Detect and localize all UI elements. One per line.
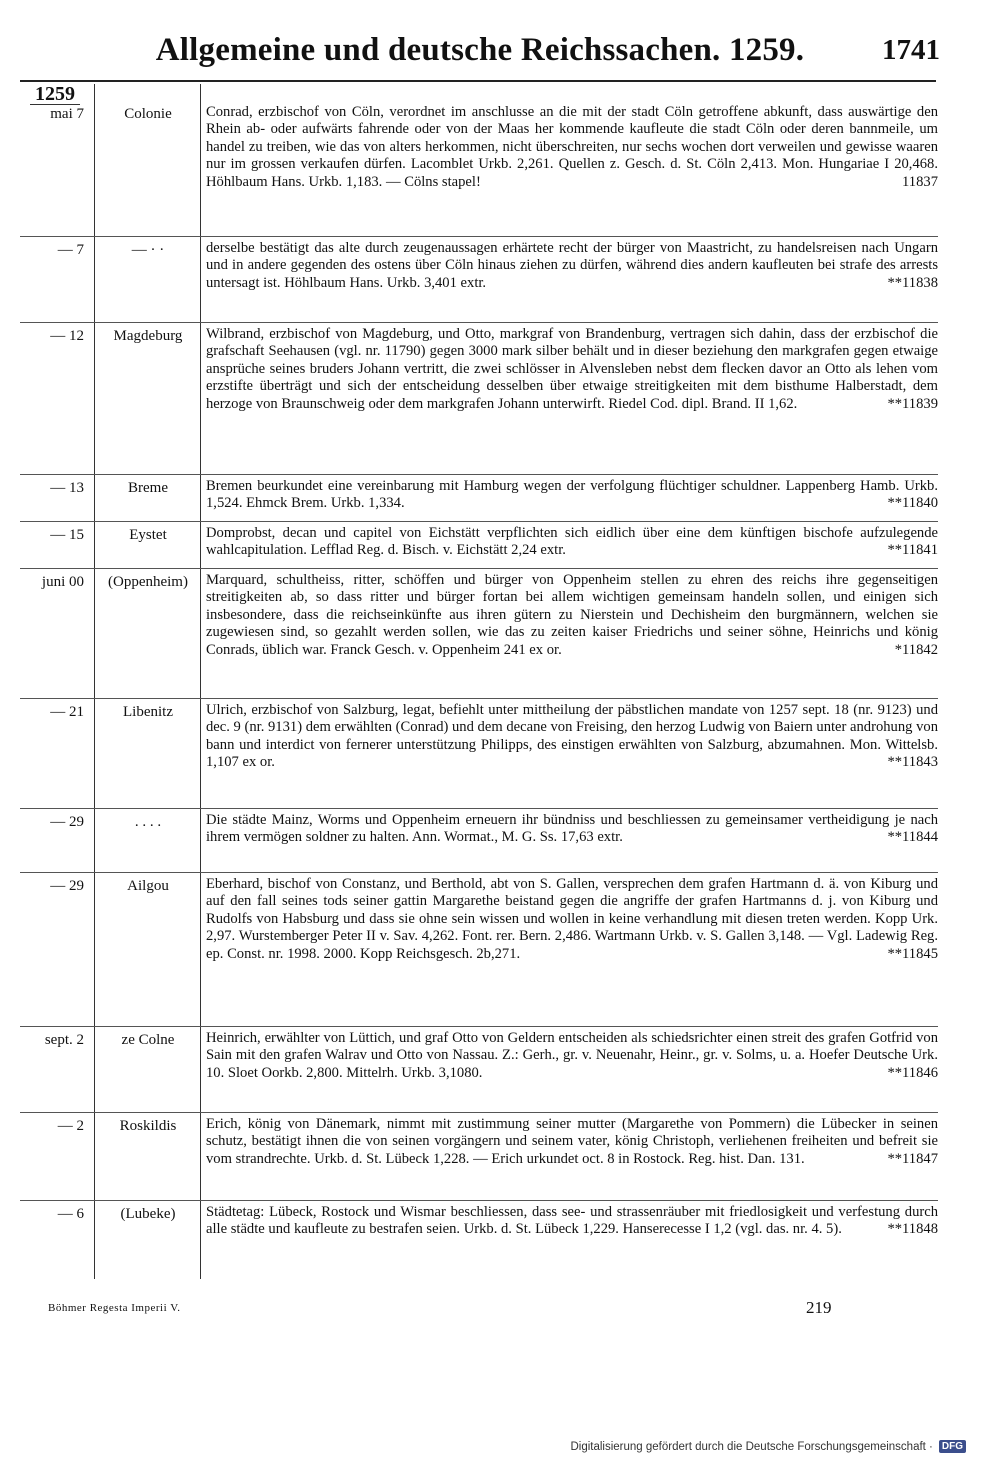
entry-date: — 21 (50, 704, 84, 720)
digitization-credit (570, 1440, 966, 1453)
entry-place: (Lubeke) (120, 1206, 176, 1222)
entry-body: Städtetag: Lübeck, Rostock und Wismar beschliessen, dass see- und strassenräuber mit friedlosigkeit und verfestung durch alle städte und kaufleute zu bestrafen seien. Urkb. d. St. Lübeck 1,229. Hanserecesse I 1,2 (vgl. das. nr. 4. 5). (206, 1204, 938, 1238)
entry-separator (20, 568, 938, 569)
entry-place: (Oppenheim) (108, 574, 188, 590)
running-head (20, 26, 940, 76)
series-title: Böhmer Regesta Imperii V. (48, 1302, 181, 1314)
credit-text: Digitalisierung gefördert durch die Deutsche Forschungsgemeinschaft · (570, 1440, 933, 1453)
entry-separator (20, 808, 938, 809)
entry-number: *11842 (894, 641, 938, 658)
entry-body: Wilbrand, erzbischof von Magdeburg, und Otto, markgraf von Brandenburg, vertragen sich dahin, dass der erzbischof die grafschaft Seehausen (vgl. nr. 11790) gegen 3000 mark silber behält und in dieser beziehung den markgrafen gegen etwaige ansprüche seines bruders Johann vertritt, die zwei schlösser in Alvensleben nebst dem flecken davor an Otto als lehen vom erzstifte überträgt und sich der entscheidung desselben über etwaige streitigkeiten mit dem bisthume Halberstadt, dem herzoge von Braunschweig oder dem markgrafen Johann unterwirft. Riedel Cod. dipl. Brand. II 1,62. (206, 326, 938, 412)
header-rule (20, 80, 936, 82)
entry-place: Eystet (129, 527, 167, 543)
entry-text (206, 1030, 938, 1082)
entry-number: **11844 (887, 829, 938, 846)
entry-number: **11843 (887, 754, 938, 771)
page-number: 1741 (882, 34, 940, 66)
entry-text (206, 702, 938, 772)
entry-date: — 6 (57, 1206, 84, 1222)
entry-date: — 29 (50, 878, 84, 894)
entry-text (206, 1116, 938, 1168)
entry-number: **11848 (887, 1221, 938, 1238)
entry-separator (20, 322, 938, 323)
entry-place: Roskildis (119, 1118, 177, 1134)
entry-body: Die städte Mainz, Worms und Oppenheim erneuern ihr bündniss und beschliessen zu gemeinsamer vertheidigung je nach ihrem vermögen soldner zu halten. Ann. Wormat., M. G. Ss. 17,63 extr. (206, 812, 938, 846)
entry-date: juni 00 (41, 574, 84, 590)
entry-number: **11839 (887, 395, 938, 412)
entry-text (206, 104, 938, 191)
entry-text (206, 1204, 938, 1239)
entry-body: Eberhard, bischof von Constanz, und Berthold, abt von S. Gallen, versprechen dem grafen Hartmann d. ä. von Kiburg und auf den fall seines tods seiner gattin Margarethe beistand gegen die angriffe der grafen Hartmanns d. j. von Kiburg und Rudolfs von Habsburg und dass sie ohne sein wissen und wollen in keine verhandlung mit diesen treten werden. Kopp Urk. 2,97. Wurstemberger Peter II v. Sav. 4,262. Font. rer. Bern. 2,486. Wartmann Urkb. v. S. Gallen 3,148. — Vgl. Ladewig Reg. ep. Const. nr. 1998. 2000. Kopp Reichsgesch. 2b,271. (206, 876, 938, 962)
entry-place: — · · (131, 242, 165, 258)
entry-text (206, 240, 938, 292)
entry-body: Marquard, schultheiss, ritter, schöffen und bürger von Oppenheim stellen zu ehren des reichs ihre gegenseitigen streitigkeiten ab, so dass ritter und bürger fortan bei allem wichtigen gemeinsam handeln sollen, und einigen sich insbesondere, dass die reichseinkünfte aus ihren gütern zu Nierstein und Dechisheim den burgmännern, welchen sie zugewiesen sind, so gezahlt werden sollen, wie das zu zeiten kaiser Friedrichs und seiner söhne, Heinrichs und könig Conrads, üblich war. Franck Gesch. v. Oppenheim 241 ex or. (206, 572, 938, 658)
entry-separator (20, 1112, 938, 1113)
entry-number: **11847 (887, 1150, 938, 1167)
entry-body: Domprobst, decan und capitel von Eichstätt verpflichten sich eidlich über eine dem künftigen bischofe aufzulegende wahlcapitulation. Lefflad Reg. d. Bisch. v. Eichstätt 2,24 extr. (206, 525, 938, 559)
entry-date: — 7 (57, 242, 84, 258)
entry-place: . . . . (134, 814, 162, 830)
entry-separator (20, 521, 938, 522)
entry-place: Breme (128, 480, 168, 496)
entry-separator (20, 1200, 938, 1201)
column-rule-place (200, 84, 201, 1279)
entry-body: derselbe bestätigt das alte durch zeugenaussagen erhärtete recht der bürger von Maastricht, zu handelsreisen nach Ungarn und in andere gegenden des ostens über Cöln hinaus ziehen zu dürfen, während dies andern kaufleuten bei strafe des arrests untersagt ist. Höhlbaum Hans. Urkb. 3,401 extr. (206, 240, 938, 291)
entry-date: sept. 2 (44, 1032, 84, 1048)
entry-number: **11846 (887, 1064, 938, 1081)
year-label: 1259 (30, 84, 80, 105)
entry-date: — 29 (50, 814, 84, 830)
entry-body: Conrad, erzbischof von Cöln, verordnet im anschlusse an die mit der stadt Cöln getroffene abkunft, dass auswärtige den Rhein ab- oder aufwärts fahrende oder von der Maas her kommende kaufleute die stadt Cöln oder deren bannmeile, um handel zu treiben, wie das von alters herkommen, nicht überschreiten, nur sechs wochen dort verweilen und gewisse waaren nur im grossen verkaufen dürfen. Lacomblet Urkb. 2,261. Quellen z. Gesch. d. St. Cöln 2,413. Mon. Hungariae I 20,468. Höhlbaum Hans. Urkb. 1,183. — Cölns stapel! (206, 104, 938, 190)
entry-body: Ulrich, erzbischof von Salzburg, legat, befiehlt unter mittheilung der päbstlichen mandate von 1257 sept. 18 (nr. 9123) und dec. 9 (nr. 9131) dem erwählten (Conrad) und dem decane von Freising, den herzog Ludwig von Baiern unter androhung von bann und interdict von fernerer unterstützung Philipps, des einstigen erwählten von Salzburg, abzumahnen. Mon. Wittelsb. 1,107 ex or. (206, 702, 938, 771)
entry-separator (20, 474, 938, 475)
entry-number: **11845 (887, 945, 938, 962)
entry-date: — 13 (50, 480, 84, 496)
entry-date: — 2 (57, 1118, 84, 1134)
page-title: Allgemeine und deutsche Reichssachen. 1259. (155, 32, 805, 68)
entry-text (206, 525, 938, 560)
entry-body: Heinrich, erwählter von Lüttich, und graf Otto von Geldern entscheiden als schiedsrichter einen streit des grafen Gotfrid von Sain mit den grafen Walrav und Otto von Nassau. Z.: Gerh., gr. v. Neuenahr, Heinr., gr. v. Solms, u. a. Hoefer Deutsche Urk. 10. Sloet Oorkb. 2,800. Mittelrh. Urkb. 3,1080. (206, 1030, 938, 1081)
entry-number: **11841 (887, 542, 938, 559)
entry-place: ze Colne (121, 1032, 175, 1048)
entry-place: Colonie (124, 106, 172, 122)
column-rule-date (94, 84, 95, 1279)
entry-date: — 12 (50, 328, 84, 344)
entry-number: 11837 (902, 173, 938, 190)
signature-mark: 219 (806, 1298, 832, 1317)
entry-text (206, 572, 938, 659)
entry-place: Ailgou (127, 878, 169, 894)
entry-text (206, 326, 938, 413)
entry-date: — 15 (50, 527, 84, 543)
entry-separator (20, 236, 938, 237)
entry-separator (20, 1026, 938, 1027)
entry-date: mai 7 (50, 106, 84, 122)
dfg-logo-icon: DFG (939, 1440, 966, 1453)
entry-place: Libenitz (123, 704, 173, 720)
entry-place: Magdeburg (113, 328, 183, 344)
entry-text (206, 876, 938, 963)
entry-separator (20, 872, 938, 873)
entry-number: **11838 (887, 274, 938, 291)
entry-body: Erich, könig von Dänemark, nimmt mit zustimmung seiner mutter (Margarethe von Pommern) die Lübecker in seinen schutz, bestätigt ihnen die von seinen vorgängern und seinem vater, könig Christoph, verliehenen freiheiten und befreit sie vom strandrechte. Urkb. d. St. Lübeck 1,228. — Erich urkundet oct. 8 in Rostock. Reg. hist. Dan. 131. (206, 1116, 938, 1167)
entry-number: **11840 (887, 495, 938, 512)
entry-text (206, 812, 938, 847)
entry-separator (20, 698, 938, 699)
entry-text (206, 478, 938, 513)
entry-body: Bremen beurkundet eine vereinbarung mit Hamburg wegen der verfolgung flüchtiger schuldner. Lappenberg Hamb. Urkb. 1,524. Ehmck Brem. Urkb. 1,334. (206, 478, 938, 512)
